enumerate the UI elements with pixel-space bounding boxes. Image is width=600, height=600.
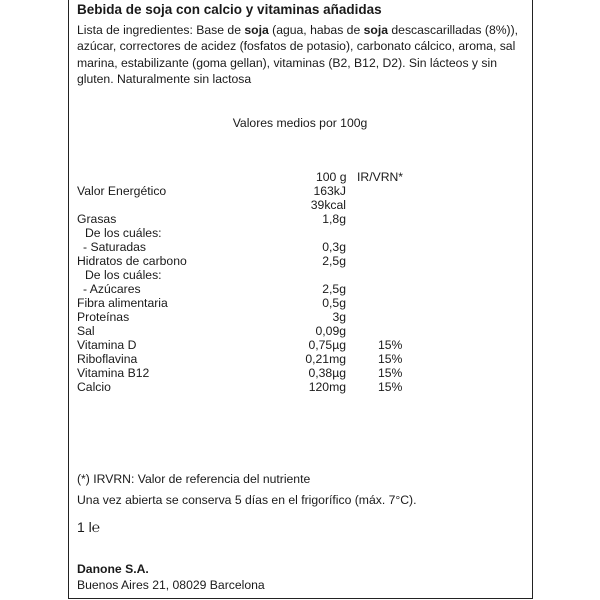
nutrition-ir-percent: 15% (378, 352, 403, 366)
nutrition-label: Hidratos de carbono (77, 254, 187, 268)
company-address: Buenos Aires 21, 08029 Barcelona (77, 578, 265, 592)
nutrition-value: 1,8g (322, 212, 346, 226)
nutrition-ir-percent: 15% (378, 366, 403, 380)
nutrition-value: 3g (332, 310, 346, 324)
nutrition-value: 0,09g (315, 324, 346, 338)
ingredients-text-2: (agua, habas de (268, 23, 364, 37)
nutrition-value: 2,5g (322, 254, 346, 268)
nutrition-label: De los cuáles: (85, 226, 162, 240)
storage-instructions: Una vez abierta se conserva 5 días en el frigorífico (máx. 7°C). (77, 493, 417, 507)
nutrition-label: - Azúcares (83, 282, 141, 296)
nutrition-value: 0,5g (322, 296, 346, 310)
net-volume: 1 l℮ (77, 519, 101, 535)
footnote: (*) IRVRN: Valor de referencia del nutriente (77, 472, 311, 486)
nutrition-label: Grasas (77, 212, 117, 226)
nutrition-value: 39kcal (310, 198, 346, 212)
nutrition-value: 0,3g (322, 240, 346, 254)
product-title: Bebida de soja con calcio y vitaminas añadidas (77, 2, 382, 17)
nutrition-label: Vitamina B12 (77, 366, 150, 380)
nutrition-value: 120mg (308, 380, 346, 394)
nutrition-subtitle: Valores medios por 100g (232, 116, 368, 130)
nutrition-label: De los cuáles: (85, 268, 162, 282)
column-header-100g: 100 g (316, 170, 347, 184)
nutrition-label: Calcio (77, 380, 111, 394)
nutrition-value: 163kJ (313, 184, 346, 198)
nutrition-value: 2,5g (322, 282, 346, 296)
nutrition-label: Valor Energético (77, 184, 167, 198)
ingredients-list (77, 22, 522, 88)
nutrition-value: 0,38µg (308, 366, 346, 380)
nutrition-value: 0,21mg (305, 352, 346, 366)
nutrition-label: Riboflavina (77, 352, 138, 366)
nutrition-label: Vitamina D (77, 338, 137, 352)
ingredients-text-3: descascarilladas (8%)), azúcar, correctores de acidez (fosfatos de potasio), carbonato cálcico, aroma, sal marina, estabilizante (goma gellan), vitaminas (B2, B12, D2). Sin lácteos y sin gluten. Naturalmente sin lactosa (77, 23, 519, 87)
ingredients-text-1: Lista de ingredientes: Base de (77, 23, 245, 37)
nutrition-label: - Saturadas (83, 240, 147, 254)
allergen-soja-1: soja (244, 23, 269, 37)
nutrition-ir-percent: 15% (378, 338, 403, 352)
nutrition-ir-percent: 15% (378, 380, 403, 394)
nutrition-value: 0,75µg (308, 338, 346, 352)
allergen-soja-2: soja (363, 23, 389, 37)
nutrition-label: Proteínas (77, 310, 130, 324)
company-name: Danone S.A. (77, 562, 149, 576)
column-header-ir: IR/VRN* (357, 170, 404, 184)
nutrition-label: Sal (77, 324, 95, 338)
nutrition-label: Fibra alimentaria (77, 296, 168, 310)
